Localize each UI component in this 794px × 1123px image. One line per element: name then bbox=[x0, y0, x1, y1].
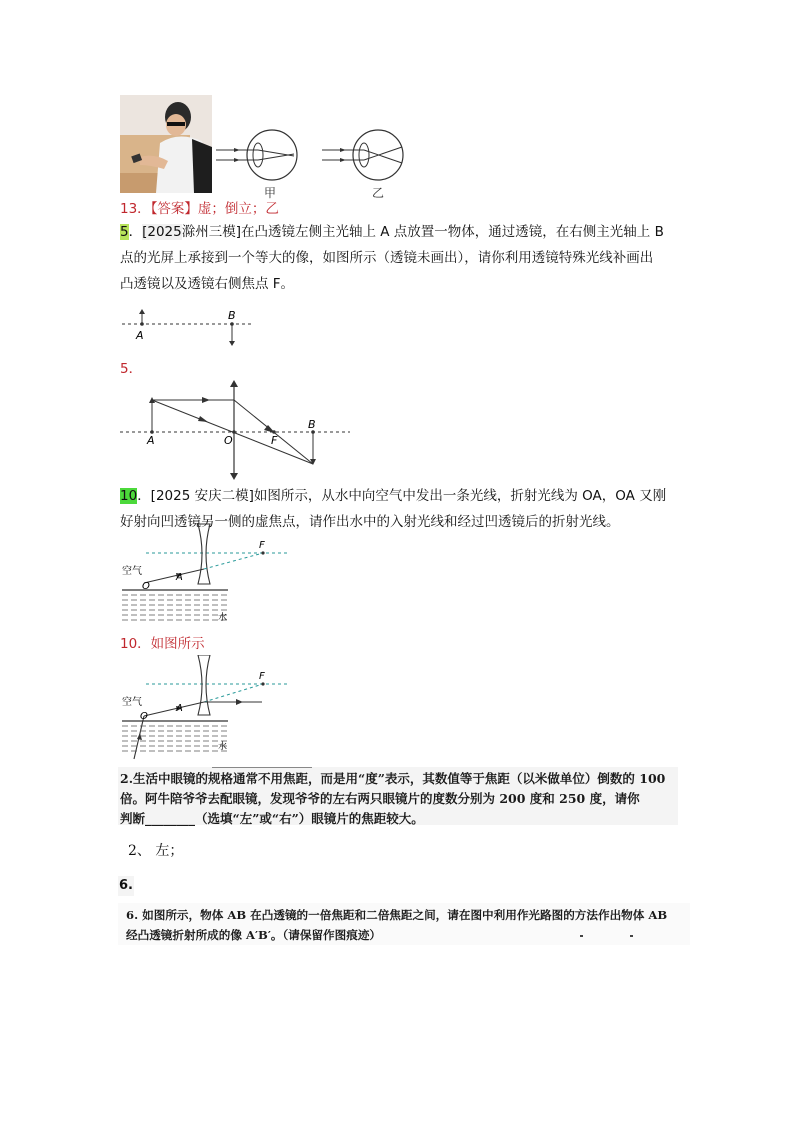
q5-label-A: A bbox=[136, 329, 144, 342]
q5-question bbox=[120, 219, 680, 297]
q6-scan-block bbox=[118, 903, 690, 945]
q2-line-3: 判断________（选填“左”或“右”）眼镜片的焦距较大。 bbox=[120, 811, 424, 826]
q10-figure bbox=[118, 522, 290, 630]
q10-line-1 bbox=[120, 483, 690, 509]
q2-line-2: 倍。阿牛陪爷爷去配眼镜，发现爷爷的左右两只眼镜片的度数分别为 200 度和 250 度，请你 bbox=[120, 791, 640, 806]
q2-question bbox=[118, 767, 678, 829]
yi-label: 乙 bbox=[372, 186, 385, 200]
eye-diagram-yi bbox=[318, 125, 410, 205]
q5-source: [2025 bbox=[142, 224, 182, 240]
q10-ans-label-air: 空气 bbox=[122, 697, 142, 708]
q10-ans-label-O: O bbox=[140, 711, 148, 722]
q5-ans-label-B: B bbox=[308, 418, 316, 431]
q13-answer-text: 【答案】虚；倒立；乙 bbox=[150, 201, 279, 217]
q5-answer-number: 5． bbox=[120, 361, 143, 377]
student-phone-photo bbox=[120, 95, 212, 193]
q6-scan-mark-1 bbox=[580, 935, 583, 937]
q6-question bbox=[118, 903, 690, 945]
q10-line-1-text: ．[2025 安庆二模]如图所示，从水中向空气中发出一条光线，折射光线为 OA，OA 又刚 bbox=[137, 488, 667, 504]
q2-scan-block bbox=[118, 767, 678, 825]
q10-label-water: 水 bbox=[218, 613, 228, 623]
q6-scan-mark-2 bbox=[630, 935, 633, 937]
q10-label-A: A bbox=[176, 572, 183, 583]
q6-line-2: 经凸透镜折射所成的像 A′B′。（请保留作图痕迹） bbox=[126, 928, 382, 942]
q10-number: 10 bbox=[120, 488, 138, 504]
q5-line-3: 凸透镜以及透镜右侧焦点 F。 bbox=[120, 276, 295, 292]
q5-number: 5 bbox=[120, 224, 129, 240]
q5-figure bbox=[118, 308, 258, 354]
jia-label: 甲 bbox=[264, 186, 277, 200]
q10-label-F: F bbox=[259, 540, 265, 551]
q5-line-1-text: 滁州三模]在凸透镜左侧主光轴上 A 点放置一物体，通过透镜，在右侧主光轴上 B bbox=[181, 224, 664, 240]
q2-answer: 2、 左； bbox=[128, 843, 184, 859]
q6-number: 6. bbox=[119, 878, 133, 893]
q10-ans-label-F: F bbox=[259, 671, 265, 682]
q5-ans-label-O: O bbox=[224, 434, 233, 447]
q5-answer-figure bbox=[118, 378, 354, 486]
q10-label-air: 空气 bbox=[122, 566, 142, 577]
q13-answer-number: 13． bbox=[120, 201, 151, 217]
q10-ans-label-A: A bbox=[176, 703, 183, 714]
q10-label-O: O bbox=[142, 581, 150, 592]
q5-line-2: 点的光屏上承接到一个等大的像，如图所示（透镜未画出），请你利用透镜特殊光线补画出 bbox=[120, 250, 654, 266]
q2-scan-rule bbox=[212, 767, 312, 768]
q6-line-1: 6. 如图所示，物体 AB 在凸透镜的一倍焦距和二倍焦距之间，请在图中利用作光路图的方法作出物体 AB bbox=[126, 908, 668, 922]
q10-ans-label-water: 水 bbox=[218, 742, 228, 752]
q5-ans-label-A: A bbox=[147, 434, 155, 447]
eye-diagram-jia bbox=[214, 125, 316, 205]
q5-ans-label-F: F bbox=[271, 434, 278, 447]
q2-line-1: 2.生活中眼镜的规格通常不用焦距，而是用“度”表示，其数值等于焦距（以米做单位）倒数的 100 bbox=[120, 771, 666, 786]
q5-line-1 bbox=[120, 219, 680, 245]
q10-answer-text: 10．如图所示 bbox=[120, 636, 205, 652]
q5-dot: ． bbox=[128, 224, 143, 240]
q10-line-2: 好射向凹透镜另一侧的虚焦点，请作出水中的入射光线和经过凹透镜后的折射光线。 bbox=[120, 514, 620, 530]
q5-label-B: B bbox=[228, 309, 236, 322]
q10-answer-figure bbox=[118, 655, 290, 765]
